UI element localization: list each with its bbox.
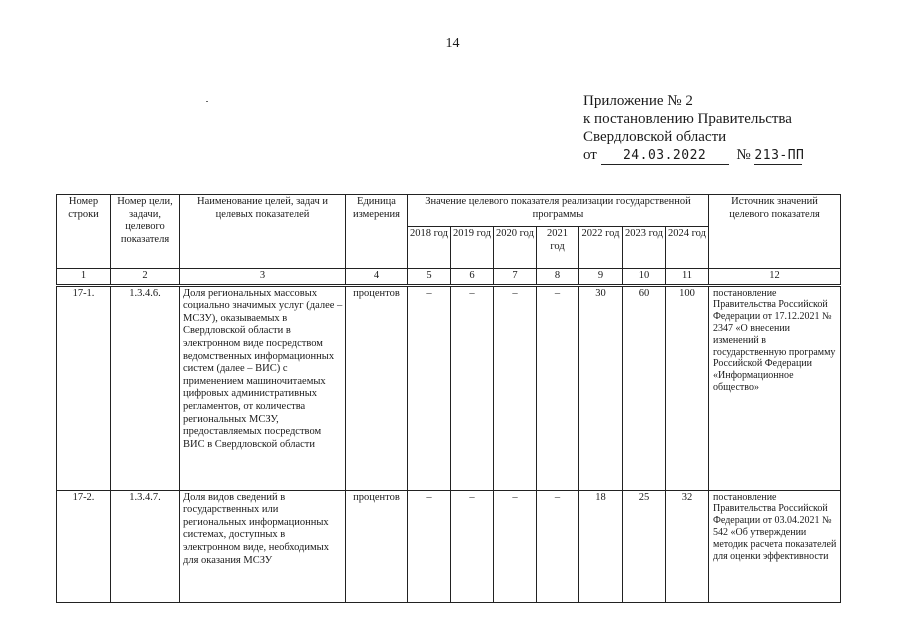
column-number: 9 [579, 269, 623, 286]
unit: процентов [346, 285, 408, 490]
value-2020: – [494, 285, 537, 490]
column-number: 3 [180, 269, 346, 286]
source: постановление Правительства Российской Федерации от 17.12.2021 № 2347 «О внесении изменений в государственную программу Российской Федерации «Информационное общество» [709, 285, 841, 490]
header-year: 2023 год [623, 227, 666, 269]
table-row [57, 490, 841, 602]
column-number: 10 [623, 269, 666, 286]
date-prefix: от [583, 147, 597, 163]
header-row-number: Номер строки [57, 195, 111, 269]
value-2023: 25 [623, 490, 666, 602]
value-2019: – [451, 285, 494, 490]
value-2021: – [537, 285, 579, 490]
header-name: Наименование целей, задач и целевых показателей [180, 195, 346, 269]
header-year: 2019 год [451, 227, 494, 269]
unit: процентов [346, 490, 408, 602]
column-number: 2 [111, 269, 180, 286]
appendix-decree-line: к постановлению Правительства [583, 111, 792, 127]
appendix-date-number-line [583, 146, 883, 165]
column-number: 4 [346, 269, 408, 286]
column-numbers-row [57, 269, 841, 286]
value-2018: – [408, 285, 451, 490]
target-indicators-table [56, 194, 841, 603]
value-2018: – [408, 490, 451, 602]
header-goal-number: Номер цели, задачи, целевого показателя [111, 195, 180, 269]
goal-code: 1.3.4.6. [111, 285, 180, 490]
column-number: 8 [537, 269, 579, 286]
value-2023: 60 [623, 285, 666, 490]
header-year: 2022 год [579, 227, 623, 269]
column-number: 7 [494, 269, 537, 286]
appendix-region-line: Свердловской области [583, 129, 727, 145]
header-year: 2024 год [666, 227, 709, 269]
row-number: 17-2. [57, 490, 111, 602]
column-number: 6 [451, 269, 494, 286]
value-2024: 100 [666, 285, 709, 490]
value-2024: 32 [666, 490, 709, 602]
header-year: 2018 год [408, 227, 451, 269]
header-values-group: Значение целевого показателя реализации государственной программы [408, 195, 709, 227]
source: постановление Правительства Российской Федерации от 03.04.2021 № 542 «Об утверждении методик расчета показателей для оценки эффективности [709, 490, 841, 602]
column-number: 12 [709, 269, 841, 286]
number-prefix: № [736, 147, 751, 163]
appendix-block [583, 92, 883, 165]
header-unit: Единица измерения [346, 195, 408, 269]
table-row [57, 285, 841, 490]
scan-speck [206, 101, 208, 102]
column-number: 1 [57, 269, 111, 286]
indicator-name: Доля видов сведений в государственных или региональных информационных системах, доступных в электронном виде, необходимых для оказания МСЗУ [180, 490, 346, 602]
decree-date: 24.03.2022 [601, 148, 729, 165]
indicator-name: Доля региональных массовых социально значимых услуг (далее – МСЗУ), оказываемых в Свердловской области в электронном виде посредством ведомственных информационных систем (далее – ВИС) с применением машиночитаемых цифровых административных регламентов, от количества региональных МСЗУ, предоставляемых посредством ВИС в Свердловской области [180, 285, 346, 490]
value-2022: 18 [579, 490, 623, 602]
value-2021: – [537, 490, 579, 602]
value-2020: – [494, 490, 537, 602]
row-number: 17-1. [57, 285, 111, 490]
header-source: Источник значений целевого показателя [709, 195, 841, 269]
column-number: 5 [408, 269, 451, 286]
value-2019: – [451, 490, 494, 602]
goal-code: 1.3.4.7. [111, 490, 180, 602]
value-2022: 30 [579, 285, 623, 490]
appendix-title: Приложение № 2 [583, 93, 693, 109]
column-number: 11 [666, 269, 709, 286]
page-number: 14 [445, 36, 460, 51]
decree-number: 213-ПП [754, 148, 805, 163]
header-year: 2021 год [537, 227, 579, 269]
header-year: 2020 год [494, 227, 537, 269]
header-row [57, 195, 841, 227]
